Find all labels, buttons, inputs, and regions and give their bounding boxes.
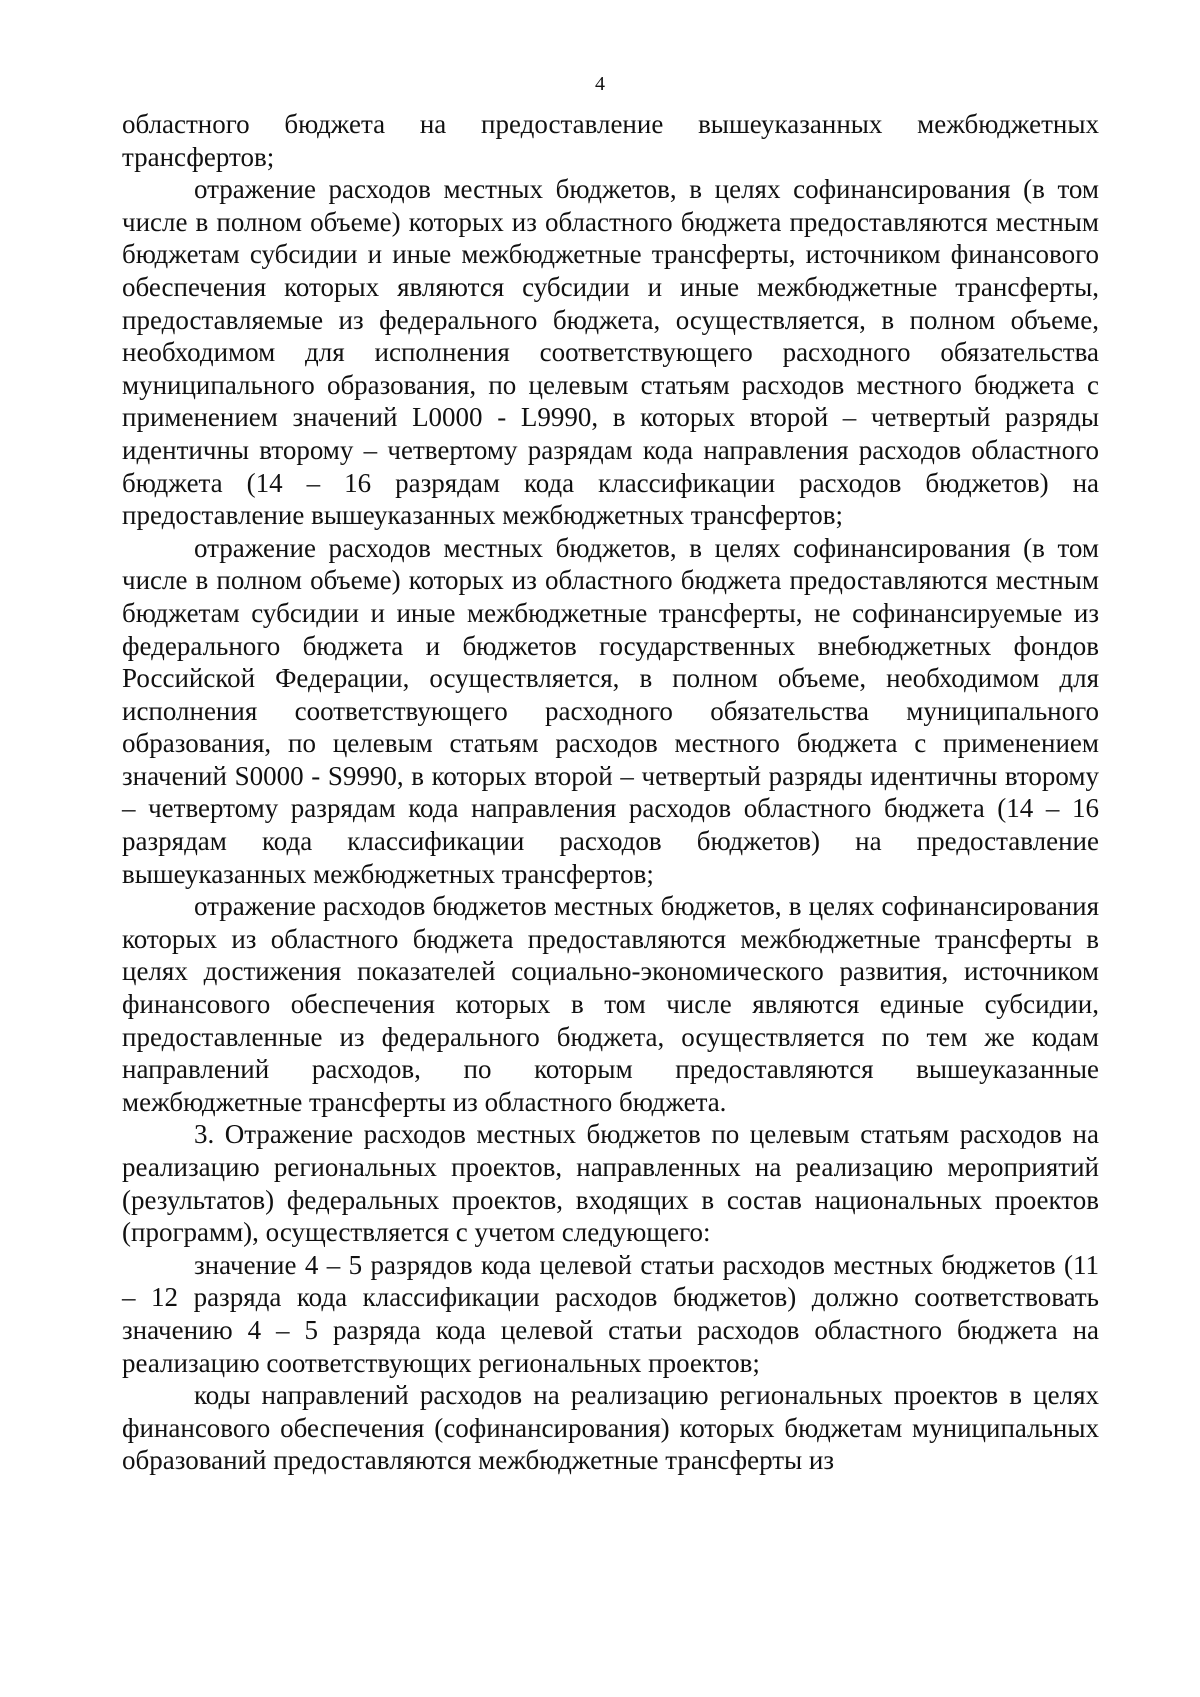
paragraph-section-3: 3. Отражение расходов местных бюджетов по целевым статьям расходов на реализацию региональных проектов, направленных на реализацию мероприятий (результатов) федеральных проектов, входящих в состав национальных проектов (программ), осуществляется с учетом следующего: xyxy=(122,1119,1099,1248)
paragraph-l-codes: отражение расходов местных бюджетов, в целях софинансирования (в том числе в полном объеме) которых из областного бюджета предоставляются местным бюджетам субсидии и иные межбюджетные трансферты, источником финансового обеспечения которых являются субсидии и иные межбюджетные трансферты, предоставляемые из федерального бюджета, осуществляется, в полном объеме, необходимом для исполнения соответствующего расходного обязательства муниципального образования, по целевым статьям расходов местного бюджета с применением значений L0000 - L9990, в которых второй – четвертый разряды идентичны второму – четвертому разрядам кода направления расходов областного бюджета (14 – 16 разрядам кода классификации расходов бюджетов) на предоставление вышеуказанных межбюджетных трансфертов; xyxy=(122,174,1099,531)
paragraph-direction-codes: коды направлений расходов на реализацию региональных проектов в целях финансового обеспечения (софинансирования) которых бюджетам муниципальных образований предоставляются межбюджетные трансферты из xyxy=(122,1380,1099,1476)
paragraph-digit-values: значение 4 – 5 разрядов кода целевой статьи расходов местных бюджетов (11 – 12 разряда кода классификации расходов бюджетов) должно соответствовать значению 4 – 5 разряда кода целевой статьи расходов областного бюджета на реализацию соответствующих региональных проектов; xyxy=(122,1249,1099,1378)
page-number: 4 xyxy=(595,73,605,95)
document-body xyxy=(122,108,1099,1477)
paragraph-continuation: областного бюджета на предоставление вышеуказанных межбюджетных трансфертов; xyxy=(122,109,1099,172)
paragraph-s-codes: отражение расходов местных бюджетов, в целях софинансирования (в том числе в полном объеме) которых из областного бюджета предоставляются местным бюджетам субсидии и иные межбюджетные трансферты, не софинансируемые из федерального бюджета и бюджетов государственных внебюджетных фондов Российской Федерации, осуществляется, в полном объеме, необходимом для исполнения соответствующего расходного обязательства муниципального образования, по целевым статьям расходов местного бюджета с применением значений S0000 - S9990, в которых второй – четвертый разряды идентичны второму – четвертому разрядам кода направления расходов областного бюджета (14 – 16 разрядам кода классификации расходов бюджетов) на предоставление вышеуказанных межбюджетных трансфертов; xyxy=(122,532,1099,889)
paragraph-unified-subsidies: отражение расходов бюджетов местных бюджетов, в целях софинансирования которых из областного бюджета предоставляются межбюджетные трансферты в целях достижения показателей социально-экономического развития, источником финансового обеспечения которых в том числе являются единые субсидии, предоставленные из федерального бюджета, осуществляется по тем же кодам направлений расходов, по которым предоставляются вышеуказанные межбюджетные трансферты из областного бюджета. xyxy=(122,891,1099,1117)
